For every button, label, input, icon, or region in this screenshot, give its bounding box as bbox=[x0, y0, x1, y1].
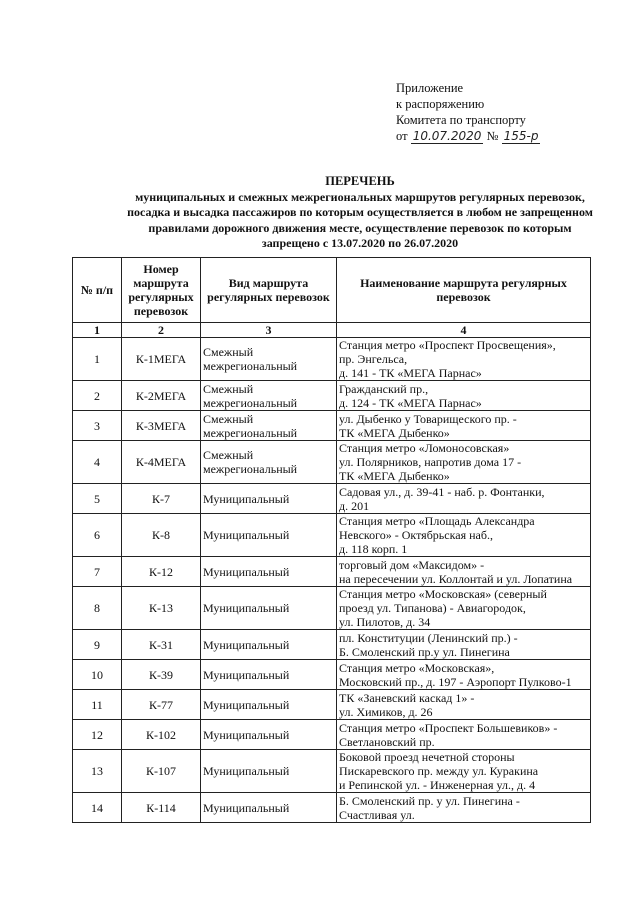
route-name-line: пр. Энгельса, bbox=[339, 352, 408, 366]
column-index-row bbox=[73, 323, 591, 338]
table-row bbox=[73, 441, 591, 484]
route-name-line: Боковой проезд нечетной стороны bbox=[339, 750, 515, 764]
route-code: К-114 bbox=[122, 793, 201, 823]
route-code: К-107 bbox=[122, 750, 201, 793]
appendix-date-number bbox=[396, 128, 540, 144]
route-name-line: Садовая ул., д. 39-41 - наб. р. Фонтанки, bbox=[339, 484, 545, 499]
route-name-line: торговый дом «Максидом» - bbox=[339, 557, 485, 572]
route-name-line: Счастливая ул. bbox=[339, 807, 415, 822]
route-name bbox=[337, 514, 591, 557]
row-number: 11 bbox=[73, 690, 122, 720]
table-row bbox=[73, 750, 591, 793]
route-code: К-77 bbox=[122, 690, 201, 720]
table-row bbox=[73, 381, 591, 411]
row-number: 5 bbox=[73, 484, 122, 514]
route-type bbox=[201, 750, 337, 793]
row-number: 9 bbox=[73, 630, 122, 660]
route-name-line: проезд ул. Типанова) - Авиагородок, bbox=[339, 601, 526, 615]
route-name-line: ул. Дыбенко у Товарищеского пр. - bbox=[339, 411, 517, 426]
route-type bbox=[201, 587, 337, 630]
route-type bbox=[201, 338, 337, 381]
route-name-line: ул. Химиков, д. 26 bbox=[339, 704, 433, 719]
route-name-line: ТК «МЕГА Дыбенко» bbox=[339, 469, 450, 483]
route-type-line: Смежный bbox=[203, 448, 254, 462]
route-name-line: д. 141 - ТК «МЕГА Парнас» bbox=[339, 366, 482, 380]
table-header-row bbox=[73, 258, 591, 323]
handwritten-number: 155-р bbox=[503, 129, 539, 143]
route-code: К-1МЕГА bbox=[122, 338, 201, 381]
route-type bbox=[201, 484, 337, 514]
title-heading: ПЕРЕЧЕНЬ bbox=[325, 174, 395, 188]
row-number: 2 bbox=[73, 381, 122, 411]
table-row bbox=[73, 484, 591, 514]
route-name-line: ул. Полярников, напротив дома 17 - bbox=[339, 455, 522, 469]
route-name bbox=[337, 484, 591, 514]
row-number: 6 bbox=[73, 514, 122, 557]
appendix-block bbox=[396, 80, 540, 144]
route-type bbox=[201, 381, 337, 411]
title-line-2: посадка и высадка пассажиров по которым осуществляется в любом не запрещенном bbox=[127, 205, 593, 219]
title-line-1: муниципальных и смежных межрегиональных маршрутов регулярных перевозок, bbox=[135, 189, 585, 204]
route-type-line: Смежный bbox=[203, 381, 254, 396]
row-number: 14 bbox=[73, 793, 122, 823]
table-row bbox=[73, 338, 591, 381]
route-code: К-3МЕГА bbox=[122, 411, 201, 441]
route-name bbox=[337, 557, 591, 587]
route-name-line: ул. Пилотов, д. 34 bbox=[339, 615, 431, 629]
route-code: К-4МЕГА bbox=[122, 441, 201, 484]
route-name-line: Б. Смоленский пр.у ул. Пинегина bbox=[339, 644, 510, 659]
title-line-4: запрещено с 13.07.2020 по 26.07.2020 bbox=[261, 236, 459, 250]
route-type-line: Муниципальный bbox=[203, 667, 290, 682]
route-name bbox=[337, 587, 591, 630]
header-num: № п/п bbox=[73, 258, 122, 323]
route-name-line: Невского» - Октябрьская наб., bbox=[339, 528, 493, 542]
route-code: К-8 bbox=[122, 514, 201, 557]
route-name-line: ТК «МЕГА Дыбенко» bbox=[339, 425, 450, 440]
route-type-line: Смежный bbox=[203, 345, 254, 359]
index-cell: 4 bbox=[337, 323, 591, 338]
route-name-line: Пискаревского пр. между ул. Куракина bbox=[339, 764, 539, 778]
route-name bbox=[337, 750, 591, 793]
route-name-line: Станция метро «Проспект Большевиков» - bbox=[339, 720, 558, 735]
route-type-line: межрегиональный bbox=[203, 395, 298, 410]
route-type-line: Муниципальный bbox=[203, 601, 290, 615]
appendix-committee: Комитета по транспорту bbox=[396, 113, 526, 127]
table-row bbox=[73, 587, 591, 630]
route-name-line: Станция метро «Московская» (северный bbox=[339, 587, 547, 601]
route-type bbox=[201, 793, 337, 823]
route-name bbox=[337, 411, 591, 441]
appendix-title: Приложение bbox=[396, 81, 464, 95]
route-type-line: Муниципальный bbox=[203, 637, 290, 652]
header-route-name: Наименование маршрута регулярных перевозок bbox=[337, 258, 591, 323]
route-type-line: Муниципальный bbox=[203, 564, 290, 579]
route-name bbox=[337, 720, 591, 750]
table-row bbox=[73, 690, 591, 720]
route-name bbox=[337, 660, 591, 690]
route-type bbox=[201, 660, 337, 690]
row-number: 3 bbox=[73, 411, 122, 441]
route-name-line: ТК «Заневский каскад 1» - bbox=[339, 690, 475, 705]
route-type-line: Муниципальный bbox=[203, 528, 290, 542]
route-name-line: Гражданский пр., bbox=[339, 381, 429, 396]
route-name-line: Станция метро «Московская», bbox=[339, 660, 495, 675]
route-type bbox=[201, 630, 337, 660]
route-name-line: д. 201 bbox=[339, 498, 370, 513]
route-type-line: Муниципальный bbox=[203, 764, 290, 778]
header-route-type: Вид маршрута регулярных перевозок bbox=[201, 258, 337, 323]
number-label: № bbox=[486, 129, 499, 143]
row-number: 1 bbox=[73, 338, 122, 381]
route-name bbox=[337, 338, 591, 381]
route-type bbox=[201, 514, 337, 557]
route-type bbox=[201, 557, 337, 587]
title-line-3: правилами дорожного движения месте, осуществление перевозок по которым bbox=[148, 220, 572, 235]
index-cell: 3 bbox=[201, 323, 337, 338]
route-type bbox=[201, 690, 337, 720]
row-number: 8 bbox=[73, 587, 122, 630]
row-number: 7 bbox=[73, 557, 122, 587]
route-type-line: межрегиональный bbox=[203, 359, 298, 373]
route-name bbox=[337, 793, 591, 823]
route-name-line: д. 124 - ТК «МЕГА Парнас» bbox=[339, 395, 482, 410]
table-row bbox=[73, 411, 591, 441]
route-code: К-7 bbox=[122, 484, 201, 514]
route-code: К-2МЕГА bbox=[122, 381, 201, 411]
route-name-line: и Репинской ул. - Инженерная ул., д. 4 bbox=[339, 778, 536, 792]
table-row bbox=[73, 660, 591, 690]
route-type-line: межрегиональный bbox=[203, 425, 298, 440]
appendix-order-ref: к распоряжению bbox=[396, 97, 485, 111]
route-type-line: Муниципальный bbox=[203, 697, 290, 712]
route-name-line: Б. Смоленский пр. у ул. Пинегина - bbox=[339, 793, 520, 808]
route-code: К-12 bbox=[122, 557, 201, 587]
route-name bbox=[337, 630, 591, 660]
route-code: К-13 bbox=[122, 587, 201, 630]
routes-table bbox=[72, 257, 591, 823]
route-name-line: Светлановский пр. bbox=[339, 734, 435, 749]
route-type-line: Смежный bbox=[203, 411, 254, 426]
table-row bbox=[73, 793, 591, 823]
row-number: 10 bbox=[73, 660, 122, 690]
route-type bbox=[201, 411, 337, 441]
table-row bbox=[73, 514, 591, 557]
table-row bbox=[73, 557, 591, 587]
header-route-number: Номер маршрута регулярных перевозок bbox=[122, 258, 201, 323]
route-code: К-31 bbox=[122, 630, 201, 660]
route-type-line: межрегиональный bbox=[203, 462, 298, 476]
route-name-line: д. 118 корп. 1 bbox=[339, 542, 408, 556]
handwritten-date: 10.07.2020 bbox=[412, 129, 482, 143]
route-name-line: Станция метро «Ломоносовская» bbox=[339, 441, 510, 455]
index-cell: 2 bbox=[122, 323, 201, 338]
route-code: К-39 bbox=[122, 660, 201, 690]
route-type bbox=[201, 720, 337, 750]
row-number: 4 bbox=[73, 441, 122, 484]
document-title bbox=[100, 174, 620, 252]
table-row bbox=[73, 630, 591, 660]
row-number: 12 bbox=[73, 720, 122, 750]
route-type-line: Муниципальный bbox=[203, 491, 290, 506]
route-type bbox=[201, 441, 337, 484]
route-name bbox=[337, 690, 591, 720]
row-number: 13 bbox=[73, 750, 122, 793]
table-row bbox=[73, 720, 591, 750]
index-cell: 1 bbox=[73, 323, 122, 338]
route-name-line: Станция метро «Площадь Александра bbox=[339, 514, 535, 528]
route-name-line: Московский пр., д. 197 - Аэропорт Пулково-1 bbox=[339, 674, 572, 689]
route-type-line: Муниципальный bbox=[203, 800, 290, 815]
route-code: К-102 bbox=[122, 720, 201, 750]
route-name bbox=[337, 441, 591, 484]
from-label: от bbox=[396, 129, 408, 143]
route-name-line: пл. Конституции (Ленинский пр.) - bbox=[339, 630, 518, 645]
route-name bbox=[337, 381, 591, 411]
route-type-line: Муниципальный bbox=[203, 727, 290, 742]
route-name-line: Станция метро «Проспект Просвещения», bbox=[339, 338, 556, 352]
route-name-line: на пересечении ул. Коллонтай и ул. Лопатина bbox=[339, 571, 573, 586]
